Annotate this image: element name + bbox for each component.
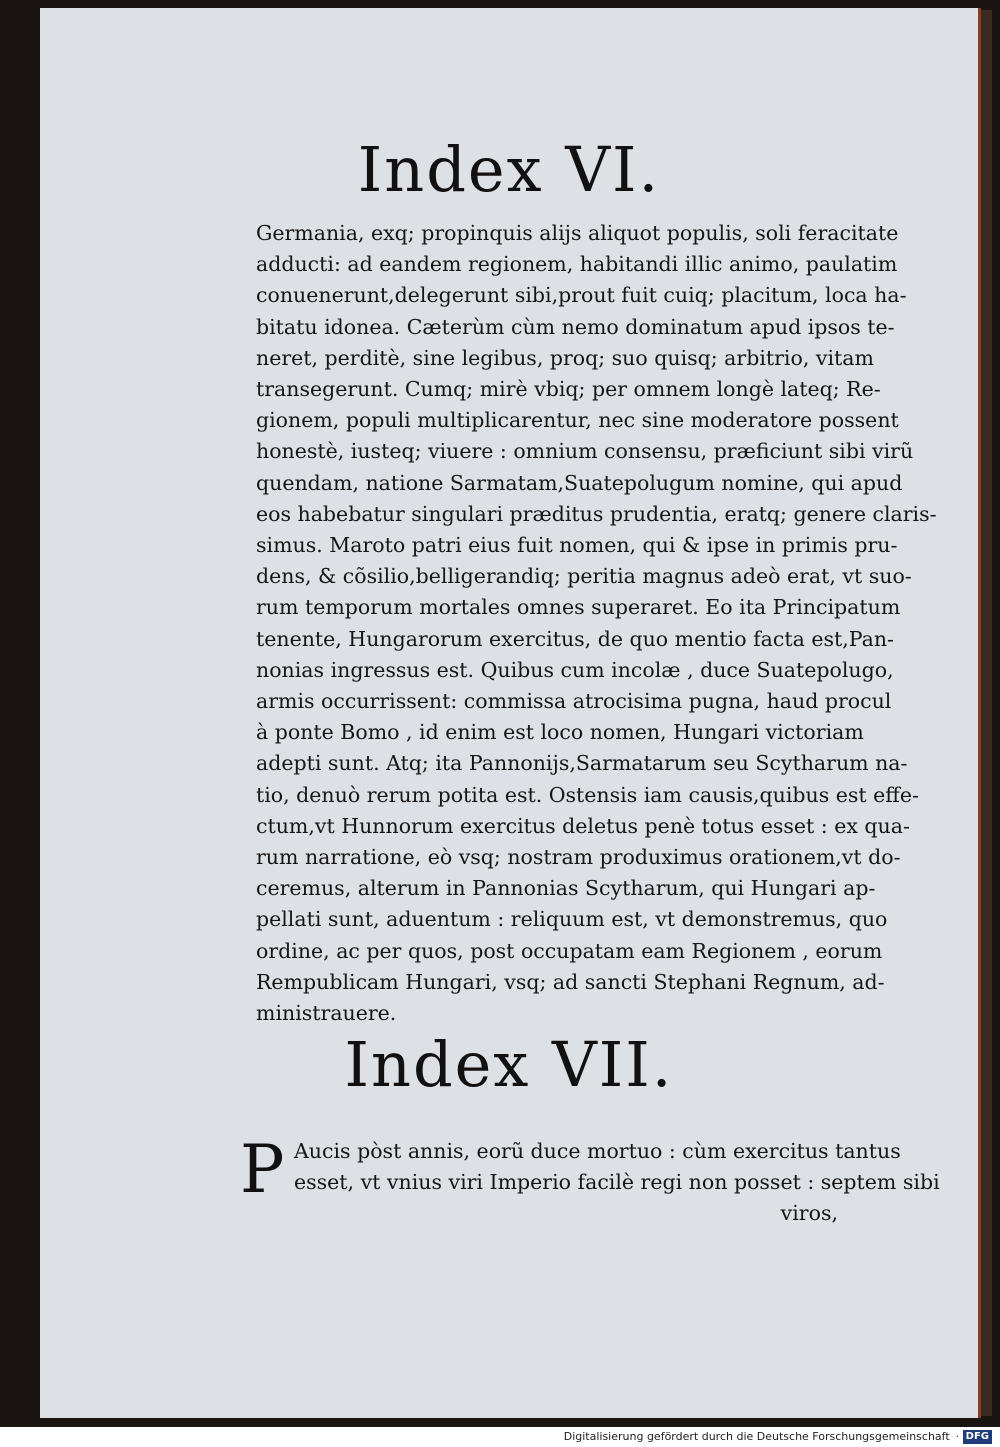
text-line: ministrauere. bbox=[256, 1001, 397, 1026]
text-line: rum temporum mortales omnes superaret. Eo ita Principatum bbox=[256, 595, 901, 620]
footer-separator-dot: · bbox=[955, 1430, 960, 1443]
footer-text: Digitalisierung gefördert durch die Deutsche Forschungsgemeinschaft bbox=[563, 1430, 950, 1443]
text-line: ceremus, alterum in Pannonias Scytharum, qui Hungari ap- bbox=[256, 876, 876, 901]
dfg-logo-icon: DFG bbox=[963, 1430, 992, 1444]
text-line: armis occurrissent: commissa atrocisima pugna, haud procul bbox=[256, 689, 892, 714]
text-line: simus. Maroto patri eius fuit nomen, qui & ipse in primis pru- bbox=[256, 533, 898, 558]
text-line: nonias ingressus est. Quibus cum incolæ , duce Suatepolugo, bbox=[256, 657, 894, 682]
text-line: adepti sunt. Atq; ita Pannonijs,Sarmatarum seu Scytharum na- bbox=[256, 751, 908, 776]
text-line: adducti: ad eandem regionem, habitandi illic animo, paulatim bbox=[256, 252, 898, 277]
text-line: tenente, Hungarorum exercitus, de quo mentio facta est,Pan- bbox=[256, 626, 894, 651]
text-line: ctum,vt Hunnorum exercitus deletus penè totus esset : ex qua- bbox=[256, 813, 910, 838]
text-line: rum narratione, eò vsq; nostram produximus orationem,vt do- bbox=[256, 845, 901, 870]
text-line: gionem, populi multiplicarentur, nec sine moderatore possent bbox=[256, 408, 899, 433]
section-heading-vi: Index VI. bbox=[357, 133, 661, 206]
text-line: conuenerunt,delegerunt sibi,prout fuit cuiq; placitum, loca ha- bbox=[256, 283, 907, 308]
text-line: tio, denuò rerum potita est. Ostensis iam causis,quibus est effe- bbox=[256, 782, 919, 807]
text-line: esset, vt vnius viri Imperio facilè regi non posset : septem sibi bbox=[294, 1170, 940, 1195]
text-line: pellati sunt, aduentum : reliquum est, vt demonstremus, quo bbox=[256, 907, 888, 932]
catchword: viros, bbox=[780, 1201, 838, 1226]
text-line: Germania, exq; propinquis alijs aliquot populis, soli feracitate bbox=[256, 221, 899, 245]
paragraph-index-vi bbox=[256, 218, 937, 1029]
text-line: Aucis pòst annis, eorũ duce mortuo : cùm exercitus tantus bbox=[294, 1139, 901, 1163]
digitization-footer bbox=[0, 1427, 1000, 1447]
text-line: Rempublicam Hungari, vsq; ad sancti Stephani Regnum, ad- bbox=[256, 969, 885, 994]
text-line: neret, perditè, sine legibus, proq; suo quisq; arbitrio, vitam bbox=[256, 345, 874, 370]
section-heading-vii: Index VII. bbox=[344, 1028, 674, 1101]
book-page bbox=[40, 8, 981, 1418]
text-line: honestè, iusteq; viuere : omnium consensu, præficiunt sibi virũ bbox=[256, 439, 914, 464]
text-line: transegerunt. Cumq; mirè vbiq; per omnem longè lateq; Re- bbox=[256, 377, 881, 402]
text-line: à ponte Bomo , id enim est loco nomen, Hungari victoriam bbox=[256, 720, 864, 745]
text-line: ordine, ac per quos, post occupatam eam Regionem , eorum bbox=[256, 938, 883, 963]
text-line: quendam, natione Sarmatam,Suatepolugum nomine, qui apud bbox=[256, 470, 903, 495]
drop-cap: P bbox=[240, 1131, 285, 1208]
text-line: dens, & cõsilio,belligerandiq; peritia magnus adeò erat, vt suo- bbox=[256, 564, 912, 589]
text-line: eos habebatur singulari præditus prudentia, eratq; genere claris- bbox=[256, 501, 937, 526]
paragraph-index-vii bbox=[240, 1131, 940, 1230]
text-line: bitatu idonea. Cæterùm cùm nemo dominatum apud ipsos te- bbox=[256, 314, 895, 339]
